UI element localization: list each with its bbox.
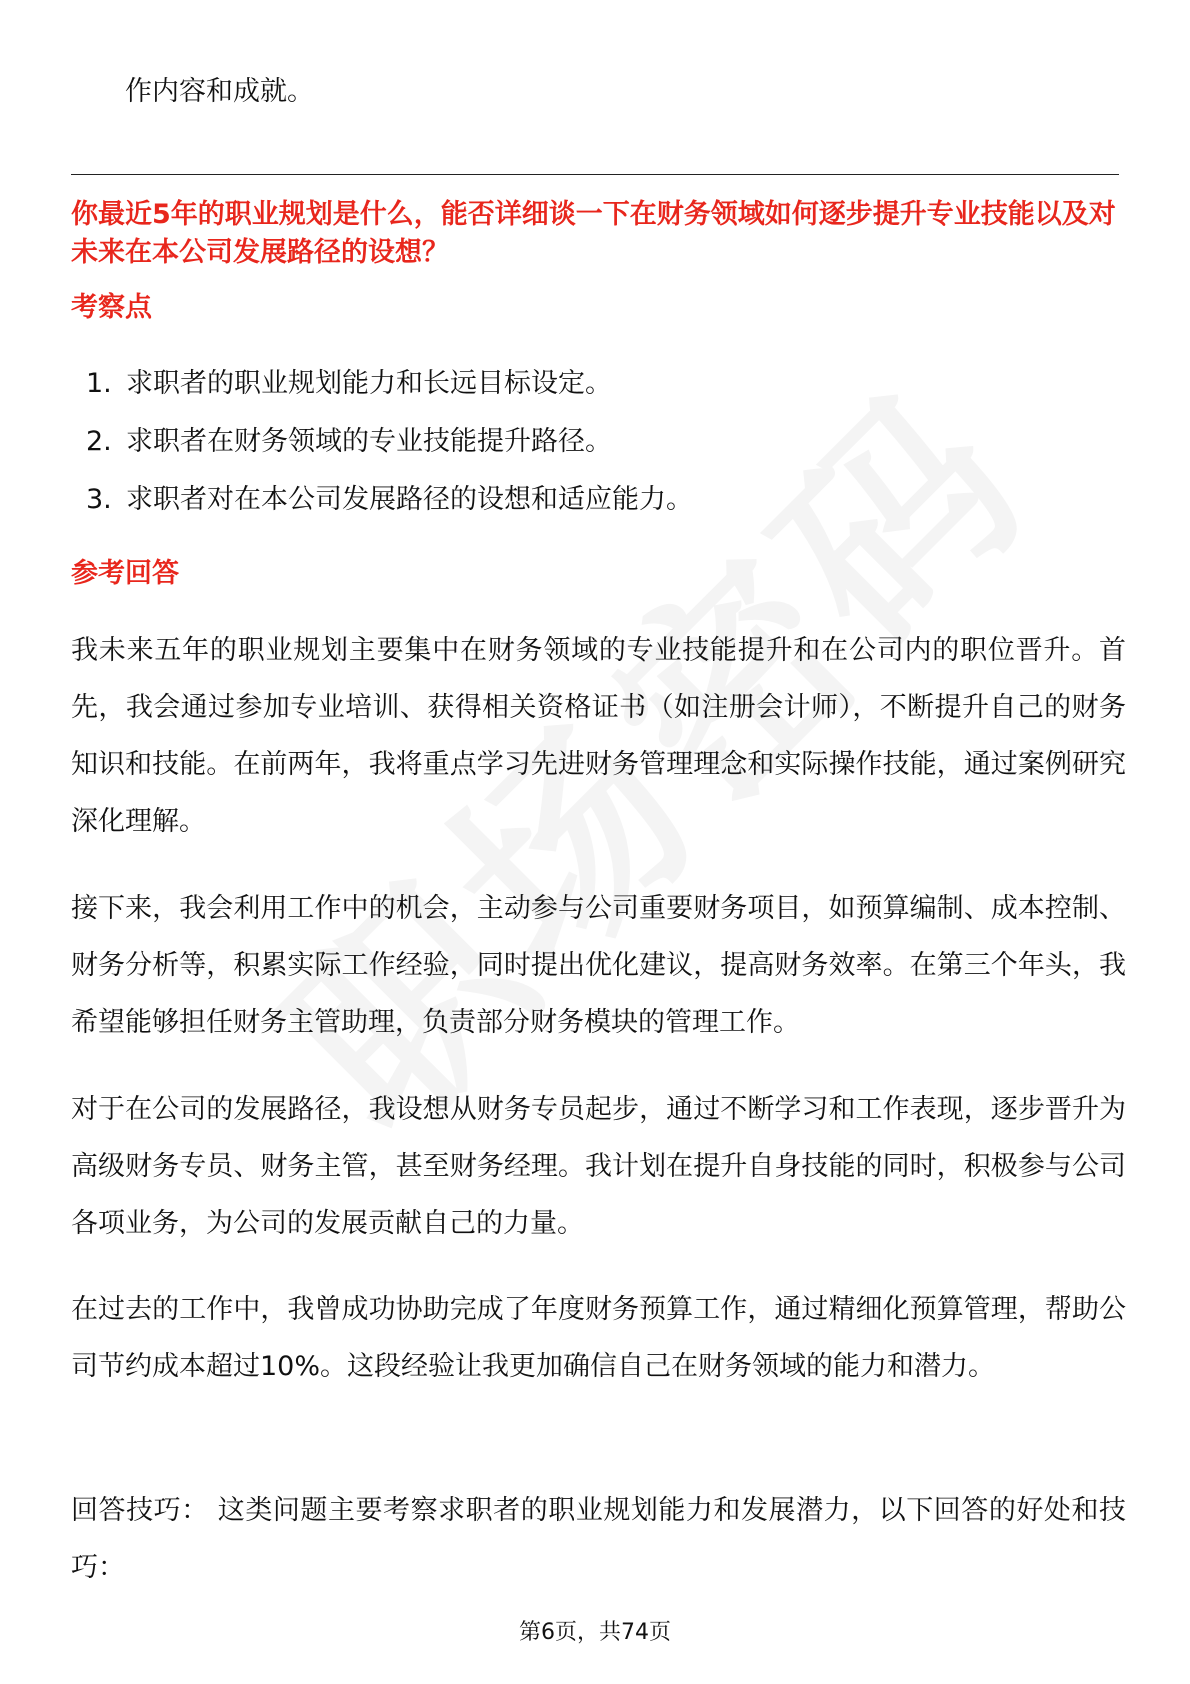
answer-paragraph: 我未来五年的职业规划主要集中在财务领域的专业技能提升和在公司内的职位晋升。首先，我会通过参加专业培训、获得相关资格证书（如注册会计师），不断提升自己的财务知识和技能。在前两年，我将重点学习先进财务管理理念和实际操作技能，通过案例研究深化理解。 — [71, 635, 1126, 837]
answer-paragraph: 接下来，我会利用工作中的机会，主动参与公司重要财务项目，如预算编制、成本控制、财务分析等，积累实际工作经验，同时提出优化建议，提高财务效率。在第三个年头，我希望能够担任财务主管助理，负责部分财务模块的管理工作。 — [71, 893, 1126, 1038]
list-item — [86, 422, 693, 480]
list-item-text: 求职者在财务领域的专业技能提升路径。 — [126, 426, 612, 457]
list-item — [86, 480, 693, 538]
list-item — [86, 364, 693, 422]
answer-paragraph: 对于在公司的发展路径，我设想从财务专员起步，通过不断学习和工作表现，逐步晋升为高级财务专员、财务主管，甚至财务经理。我计划在提升自身技能的同时，积极参与公司各项业务，为公司的发展贡献自己的力量。 — [71, 1094, 1126, 1239]
section-divider — [71, 174, 1119, 175]
list-item-text: 求职者的职业规划能力和长远目标设定。 — [126, 368, 612, 399]
question-title: 你最近5年的职业规划是什么，能否详细谈一下在财务领域如何逐步提升专业技能以及对未来在本公司发展路径的设想？ — [71, 199, 1116, 268]
page-number-footer: 第6页，共74页 — [519, 1620, 671, 1645]
list-item-number: 1. — [86, 368, 112, 399]
points-heading: 考察点 — [71, 292, 152, 323]
tips-paragraph: 回答技巧： 这类问题主要考察求职者的职业规划能力和发展潜力，以下回答的好处和技巧： — [71, 1495, 1126, 1583]
list-item-number: 2. — [86, 426, 112, 457]
points-list — [86, 364, 693, 538]
answer-paragraph: 在过去的工作中，我曾成功协助完成了年度财务预算工作，通过精细化预算管理，帮助公司节约成本超过10%。这段经验让我更加确信自己在财务领域的能力和潜力。 — [71, 1294, 1126, 1382]
list-item-text: 求职者对在本公司发展路径的设想和适应能力。 — [126, 484, 693, 515]
carry-over-text: 作内容和成就。 — [125, 76, 314, 107]
answer-heading: 参考回答 — [71, 558, 179, 589]
list-item-number: 3. — [86, 484, 112, 515]
